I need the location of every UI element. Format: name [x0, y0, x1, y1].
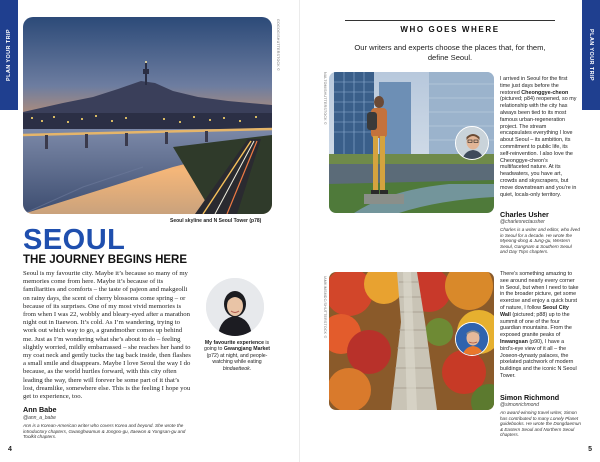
page-subtitle: THE JOURNEY BEGINS HERE	[23, 254, 188, 266]
favourite-place: Gwangjang Market	[223, 346, 271, 353]
hero-caption: Seoul skyline and N Seoul Tower (p78)	[170, 218, 262, 224]
seoul-skyline-illustration	[23, 17, 272, 214]
simon-richmond-avatar	[455, 322, 489, 356]
ann-babe-avatar	[206, 278, 264, 336]
side-tab-label: PLAN YOUR TRIP	[6, 29, 12, 81]
author-handle: @ann_a_babe	[23, 415, 56, 421]
section-rule	[345, 20, 555, 21]
portrait-illustration	[206, 278, 264, 336]
story-1-photo-credit: NALTOM/SHUTTERSTOCK ©	[323, 72, 327, 125]
favourite-lead: My favourite experience	[204, 340, 264, 346]
favourite-food: bindaetteok	[222, 365, 250, 372]
section-intro: Our writers and experts choose the places that, for them, define Seoul.	[354, 43, 546, 62]
story-1-highlight: Cheonggye-cheon	[521, 89, 569, 96]
page-title: SEOUL	[23, 224, 126, 256]
favourite-text-3: .	[249, 365, 252, 372]
story-2-author-bio: An award-winning travel writer, Simon has contributed to many Lonely Planet guidebooks. He wrote the Dongdaemun & Eastern Seoul and Northern Seoul chapters.	[500, 410, 581, 438]
author-name: Ann Babe	[23, 405, 57, 414]
side-tab-label: PLAN YOUR TRIP	[588, 29, 594, 81]
favourite-experience	[200, 340, 274, 372]
story-2-author-name: Simon Richmond	[500, 393, 560, 402]
intro-body-text: Seoul is my favourite city. Maybe it’s because so many of my memories come from here. Maybe it’s because of its familiarities and comforts – the taste of pajeon and makgeolli on rainy days, the scent of cherry blossoms come spring – or because of its surprises. One of my most vivid memories is from when I was 22, wobbly and bleary-eyed after a marathon night out in Itaewon. It’s cold. As I’m wandering, trying to work out which way to go, a grandmother comes up behind me. Just as I’m wondering what she’s about to do – feeling slightly worried, mildly embarrassed – she reaches her hand to my coat neck and gently tucks the tag back inside, then flashes a small smile and disappears. Maybe I love Seoul the way I do because, as the world hurtles forward, with this city often leading the way, there will forever be some part of it that’s lost, dreamlike, somewhere else. This is the feeling I hope you get to experience, too.	[23, 270, 191, 401]
hero-photo-credit: GOGOG/SHUTTERSTOCK ©	[276, 19, 280, 71]
hero-photo	[23, 17, 272, 214]
charles-usher-avatar	[455, 126, 489, 160]
story-1-author-bio: Charles is a writer and editor, who lived in Seoul for a decade. He wrote the Myeong-dong & Jung-gu, Western Seoul, Gangnam & Southern Seoul and Day Trips chapters.	[500, 227, 580, 255]
story-1-author-name: Charles Usher	[500, 210, 549, 219]
favourite-text-2: (p72) at night, and people-watching while eating	[206, 352, 268, 366]
story-1-text: I arrived in Seoul for the first time just days before the restored Cheonggye-cheon (pictured; p84) reopened, so my relationship with the city has always been tied to its most famous urban-regeneration project. The stream encapsulates everything I love about Seoul – its ambition, its commitment to public life, its self-reinvention. I also love the Cheonggye-cheon’s multifaceted nature. At its headwaters, you have art, crowds and skyscrapers, but move downstream and you’re in quiet, locals-only territory.	[500, 76, 577, 198]
author-bio: Ann is a Korean-American writer who covers Korea and beyond. She wrote the introductory chapters, Gwanghwamun & Jongno-gu, Itaewon & Yongsan-gu and Toolkit chapters.	[23, 423, 186, 440]
story-1-author-handle: @charlesrectausher	[500, 219, 545, 225]
story-2-text: There’s something amazing to see around nearly every corner in Seoul, but when I need to take in the broader picture, get some exercise and enjoy a quick burst of nature, I follow Seoul City Wall (pictured; p88) up to the summit of one of the four guardian mountains. From the exposed granite peaks of Inwangsan (p90), I have a bird’s-eye view of it all – the Joseon-dynasty palaces, the pixelated patchwork of modern buildings and the iconic N Seoul Tower.	[500, 271, 579, 379]
story-2-author-handle: @simonrichmond	[500, 402, 539, 408]
favourite-text-1: is going to	[203, 340, 270, 353]
section-heading: WHO GOES WHERE	[400, 25, 500, 34]
page-number-left: 4	[8, 446, 12, 453]
page-number-right: 5	[588, 446, 592, 453]
story-2-highlight: Seoul City Wall	[500, 304, 569, 318]
side-tab-left	[0, 0, 18, 110]
story-2-highlight-2: Inwangsan	[500, 338, 528, 345]
story-2-photo-credit: IAMKIMSMDC/SHUTTERSTOCK ©	[323, 276, 327, 339]
side-tab-right	[582, 0, 600, 110]
